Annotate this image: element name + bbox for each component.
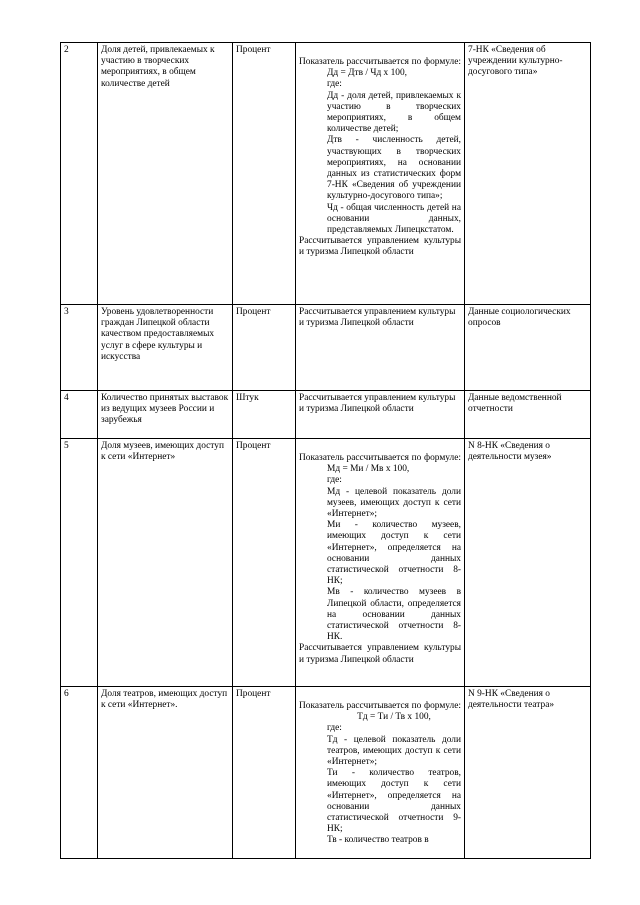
calc-line: Рассчитывается управлением культуры и туризма Липецкой области [299,307,456,329]
data-source: Данные ведомственной отчетности [465,391,591,439]
table-row [61,305,591,391]
calc-line: Мд - целевой показатель доли музеев, имеющих доступ к сети «Интернет»; [327,486,461,520]
formula: Мд = Ми / Мв x 100, [327,464,410,475]
formula: Дд = Дтв / Чд x 100, [327,68,407,79]
row-number: 3 [61,305,98,391]
row-number: 4 [61,391,98,439]
table-row [61,439,591,687]
table-row [61,687,591,859]
indicator-unit: Процент [233,305,296,391]
indicator-unit: Процент [233,687,296,859]
indicator-name: Количество принятых выставок из ведущих музеев России и зарубежья [98,391,233,439]
data-source: Данные социологических опросов [465,305,591,391]
calc-line: Рассчитывается управлением культуры и туризма Липецкой области [299,643,461,665]
indicator-name: Доля музеев, имеющих доступ к сети «Интернет» [98,439,233,687]
calc-line: Рассчитывается управлением культуры и туризма Липецкой области [299,236,461,258]
formula: Тд = Ти / Тв x 100, [357,712,431,723]
calculation-method [296,439,465,687]
calc-line: Мв - количество музеев в Липецкой области, определяется на основании данных статистической отчетности 8-НК. [327,587,461,643]
indicator-name: Доля детей, привлекаемых к участию в творческих мероприятиях, в общем количестве детей [98,43,233,305]
data-source: N 8-НК «Сведения о деятельности музея» [465,439,591,687]
indicator-name: Уровень удовлетворенности граждан Липецкой области качеством предоставляемых услуг в сфере культуры и искусства [98,305,233,391]
calculation-method [296,43,465,305]
data-source: 7-НК «Сведения об учреждении культурно-досугового типа» [465,43,591,305]
calc-line: Показатель рассчитывается по формуле: [299,57,461,67]
indicator-name: Доля театров, имеющих доступ к сети «Интернет». [98,687,233,859]
data-source: N 9-НК «Сведения о деятельности театра» [465,687,591,859]
calc-line: Тв - количество театров в [327,835,429,846]
calculation-method [296,305,465,391]
calc-line: Ми - количество музеев, имеющих доступ к сети «Интернет», определяется на основании данных статистической отчетности 8-НК; [327,520,461,587]
calc-line: Показатель рассчитывается по формуле: [299,701,461,711]
row-number: 2 [61,43,98,305]
indicator-unit: Штук [233,391,296,439]
calc-line: где: [327,79,342,90]
row-number: 6 [61,687,98,859]
calc-line: Дтв - численность детей, участвующих в творческих мероприятиях, на основании данных из статистических форм 7-НК «Сведения об учреждении культурно-досугового типа»; [327,135,461,202]
indicators-table [60,42,591,859]
calc-line: Рассчитывается управлением культуры и туризма Липецкой области [299,393,456,415]
indicator-unit: Процент [233,43,296,305]
row-number: 5 [61,439,98,687]
calculation-method [296,391,465,439]
calc-line: где: [327,475,342,486]
calc-line: Ти - количество театров, имеющих доступ к сети «Интернет», определяется на основании данных статистической отчетности 9-НК; [327,768,461,835]
table-row [61,391,591,439]
calc-line: Показатель рассчитывается по формуле: [299,453,461,463]
calc-line: Дд - доля детей, привлекаемых к участию в творческих мероприятиях, в общем количестве детей; [327,90,461,135]
calc-line: Тд - целевой показатель доли театров, имеющих доступ к сети «Интернет»; [327,734,461,768]
calc-line: где: [327,723,342,734]
calc-line: Чд - общая численность детей на основании данных, представляемых Липецкстатом. [327,202,461,236]
table-row [61,43,591,305]
indicator-unit: Процент [233,439,296,687]
calculation-method [296,687,465,859]
